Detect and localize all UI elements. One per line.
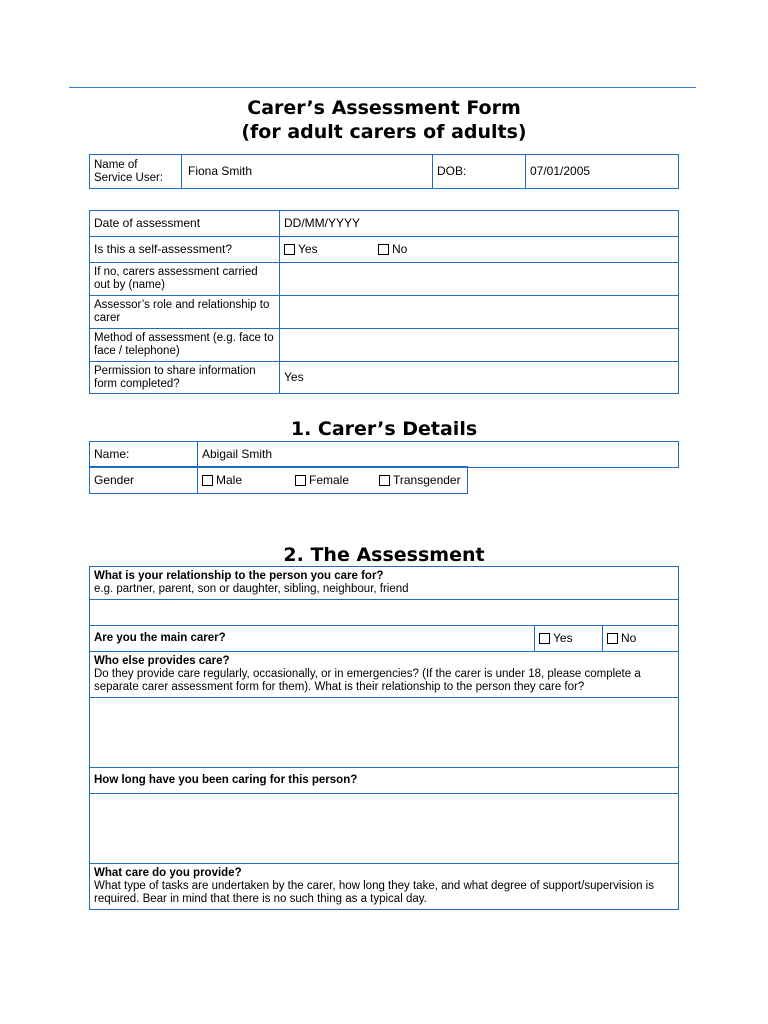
form-subtitle: (for adult carers of adults)	[241, 121, 527, 143]
gender-transgender-label: Transgender	[393, 472, 461, 487]
how-long-question	[90, 768, 679, 794]
header-rule	[69, 87, 696, 88]
main-carer-no-checkbox[interactable]	[607, 633, 618, 644]
gender-female-label: Female	[309, 472, 350, 487]
how-long-answer[interactable]	[90, 794, 679, 864]
assessor-value[interactable]	[280, 296, 679, 329]
main-carer-yes-cell	[535, 626, 603, 652]
assessor-label: Assessor’s role and relationship to carer	[90, 296, 280, 329]
gender-female-checkbox[interactable]	[295, 475, 306, 486]
service-user-name-value[interactable]: Fiona Smith	[182, 155, 433, 189]
date-label: Date of assessment	[90, 211, 280, 237]
permission-label: Permission to share information form completed?	[90, 362, 280, 394]
permission-value[interactable]: Yes	[280, 362, 679, 394]
relationship-answer[interactable]	[90, 600, 679, 626]
carried-out-value[interactable]	[280, 263, 679, 296]
self-no-checkbox[interactable]	[378, 244, 389, 255]
form-title: Carer’s Assessment Form	[247, 97, 521, 119]
main-carer-q-text: Are you the main carer?	[94, 632, 226, 644]
self-assessment-options	[280, 237, 679, 263]
carer-name-table	[89, 441, 679, 468]
assessment-table	[89, 566, 679, 910]
who-else-question	[90, 652, 679, 698]
what-care-q-text: What care do you provide?	[94, 867, 242, 879]
relationship-hint: e.g. partner, parent, son or daughter, sibling, neighbour, friend	[94, 583, 409, 595]
main-carer-yes-label: Yes	[553, 631, 573, 645]
main-carer-no-cell	[603, 626, 679, 652]
gender-male-label: Male	[216, 472, 243, 487]
relationship-q-text: What is your relationship to the person you care for?	[94, 570, 384, 582]
what-care-question	[90, 864, 679, 910]
method-label: Method of assessment (e.g. face to face / telephone)	[90, 329, 280, 362]
gender-options	[198, 467, 468, 494]
self-yes-label: Yes	[298, 242, 318, 256]
relationship-question	[90, 567, 679, 600]
carried-out-label: If no, carers assessment carried out by (name)	[90, 263, 280, 296]
gender-label: Gender	[90, 467, 198, 494]
who-else-hint: Do they provide care regularly, occasionally, or in emergencies? (If the carer is under 18, please complete a separate carer assessment form for them). What is their relationship to the person they care for?	[94, 668, 641, 693]
who-else-q-text: Who else provides care?	[94, 655, 230, 667]
carer-name-value[interactable]: Abigail Smith	[198, 442, 679, 468]
carer-details-heading: 1. Carer’s Details	[290, 418, 478, 440]
how-long-q-text: How long have you been caring for this person?	[94, 774, 358, 786]
gender-transgender-checkbox[interactable]	[379, 475, 390, 486]
service-user-table	[89, 154, 679, 189]
service-user-name-label: Name of Service User:	[90, 155, 182, 189]
dob-value[interactable]: 07/01/2005	[526, 155, 679, 189]
self-no-label: No	[392, 242, 408, 256]
date-value[interactable]: DD/MM/YYYY	[280, 211, 679, 237]
gender-table	[89, 466, 468, 494]
dob-label: DOB:	[433, 155, 526, 189]
who-else-answer[interactable]	[90, 698, 679, 768]
carer-name-label: Name:	[90, 442, 198, 468]
main-carer-no-label: No	[621, 631, 637, 645]
assessment-info-table	[89, 210, 679, 394]
method-value[interactable]	[280, 329, 679, 362]
gender-male-checkbox[interactable]	[202, 475, 213, 486]
main-carer-question	[90, 626, 535, 652]
self-yes-checkbox[interactable]	[284, 244, 295, 255]
self-assessment-label: Is this a self-assessment?	[90, 237, 280, 263]
what-care-hint: What type of tasks are undertaken by the carer, how long they take, and what degree of support/supervision is required. Bear in mind that there is no such thing as a typical day.	[94, 880, 654, 905]
assessment-heading: 2. The Assessment	[283, 544, 485, 566]
main-carer-yes-checkbox[interactable]	[539, 633, 550, 644]
